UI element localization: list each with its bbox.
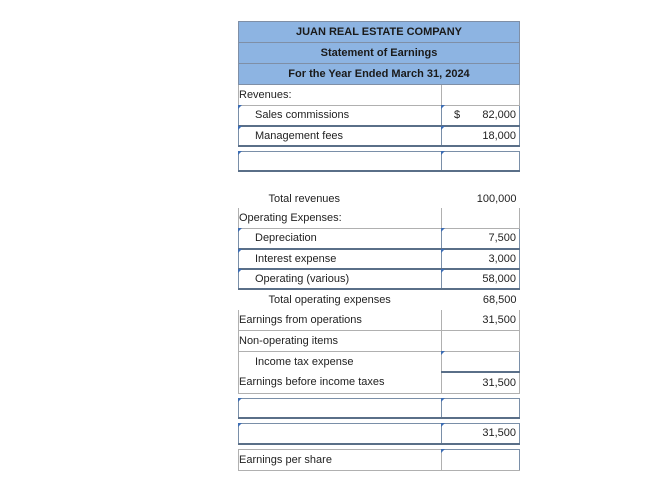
earnings-per-share-amount[interactable] [442,449,520,470]
income-tax-expense-label: Income tax expense [239,351,442,372]
operating-expenses-empty-cell [442,208,520,229]
statement-title: Statement of Earnings [239,43,520,64]
operating-various-amount[interactable]: 58,000 [442,269,520,289]
interest-expense-amount[interactable]: 3,000 [442,249,520,269]
earnings-from-operations-label: Earnings from operations [239,310,442,331]
earnings-from-operations-amount: 31,500 [442,310,520,331]
blank-label-input-2[interactable] [239,398,442,418]
earnings-before-income-taxes-amount: 31,500 [442,372,520,394]
blank-amount-input-3[interactable]: 31,500 [442,424,520,444]
operating-expenses-heading: Operating Expenses: [239,208,442,229]
non-operating-empty-cell [442,330,520,351]
depreciation-amount[interactable]: 7,500 [442,229,520,249]
revenues-empty-cell [442,85,520,106]
interest-expense-label[interactable]: Interest expense [239,249,442,269]
total-operating-expenses-amount: 68,500 [482,293,517,306]
total-revenues-amount: 100,000 [476,193,517,205]
non-operating-items-heading: Non-operating items [239,330,442,351]
earnings-statement-table [238,21,520,471]
earnings-before-income-taxes-label: Earnings before income taxes [239,372,442,394]
blank-label-input-3[interactable] [239,424,442,444]
blank-amount-input-1[interactable] [442,151,520,171]
income-tax-expense-amount[interactable] [442,351,520,372]
currency-symbol: $ [454,109,461,122]
sales-commissions-value: 82,000 [482,109,516,122]
management-fees-amount[interactable]: 18,000 [442,126,520,146]
company-name: JUAN REAL ESTATE COMPANY [239,22,520,43]
management-fees-label[interactable]: Management fees [239,126,442,146]
blank-label-input-1[interactable] [239,151,442,171]
sales-commissions-label[interactable]: Sales commissions [239,106,442,126]
statement-period: For the Year Ended March 31, 2024 [239,64,520,85]
total-revenues-label: Total revenues [268,193,341,205]
blank-amount-input-2[interactable] [442,398,520,418]
earnings-per-share-label: Earnings per share [239,449,442,470]
operating-various-label[interactable]: Operating (various) [239,269,442,289]
sales-commissions-amount[interactable] [442,106,520,126]
depreciation-label[interactable]: Depreciation [239,229,442,249]
total-operating-expenses-label: Total operating expenses [268,293,391,306]
revenues-heading: Revenues: [239,85,442,106]
